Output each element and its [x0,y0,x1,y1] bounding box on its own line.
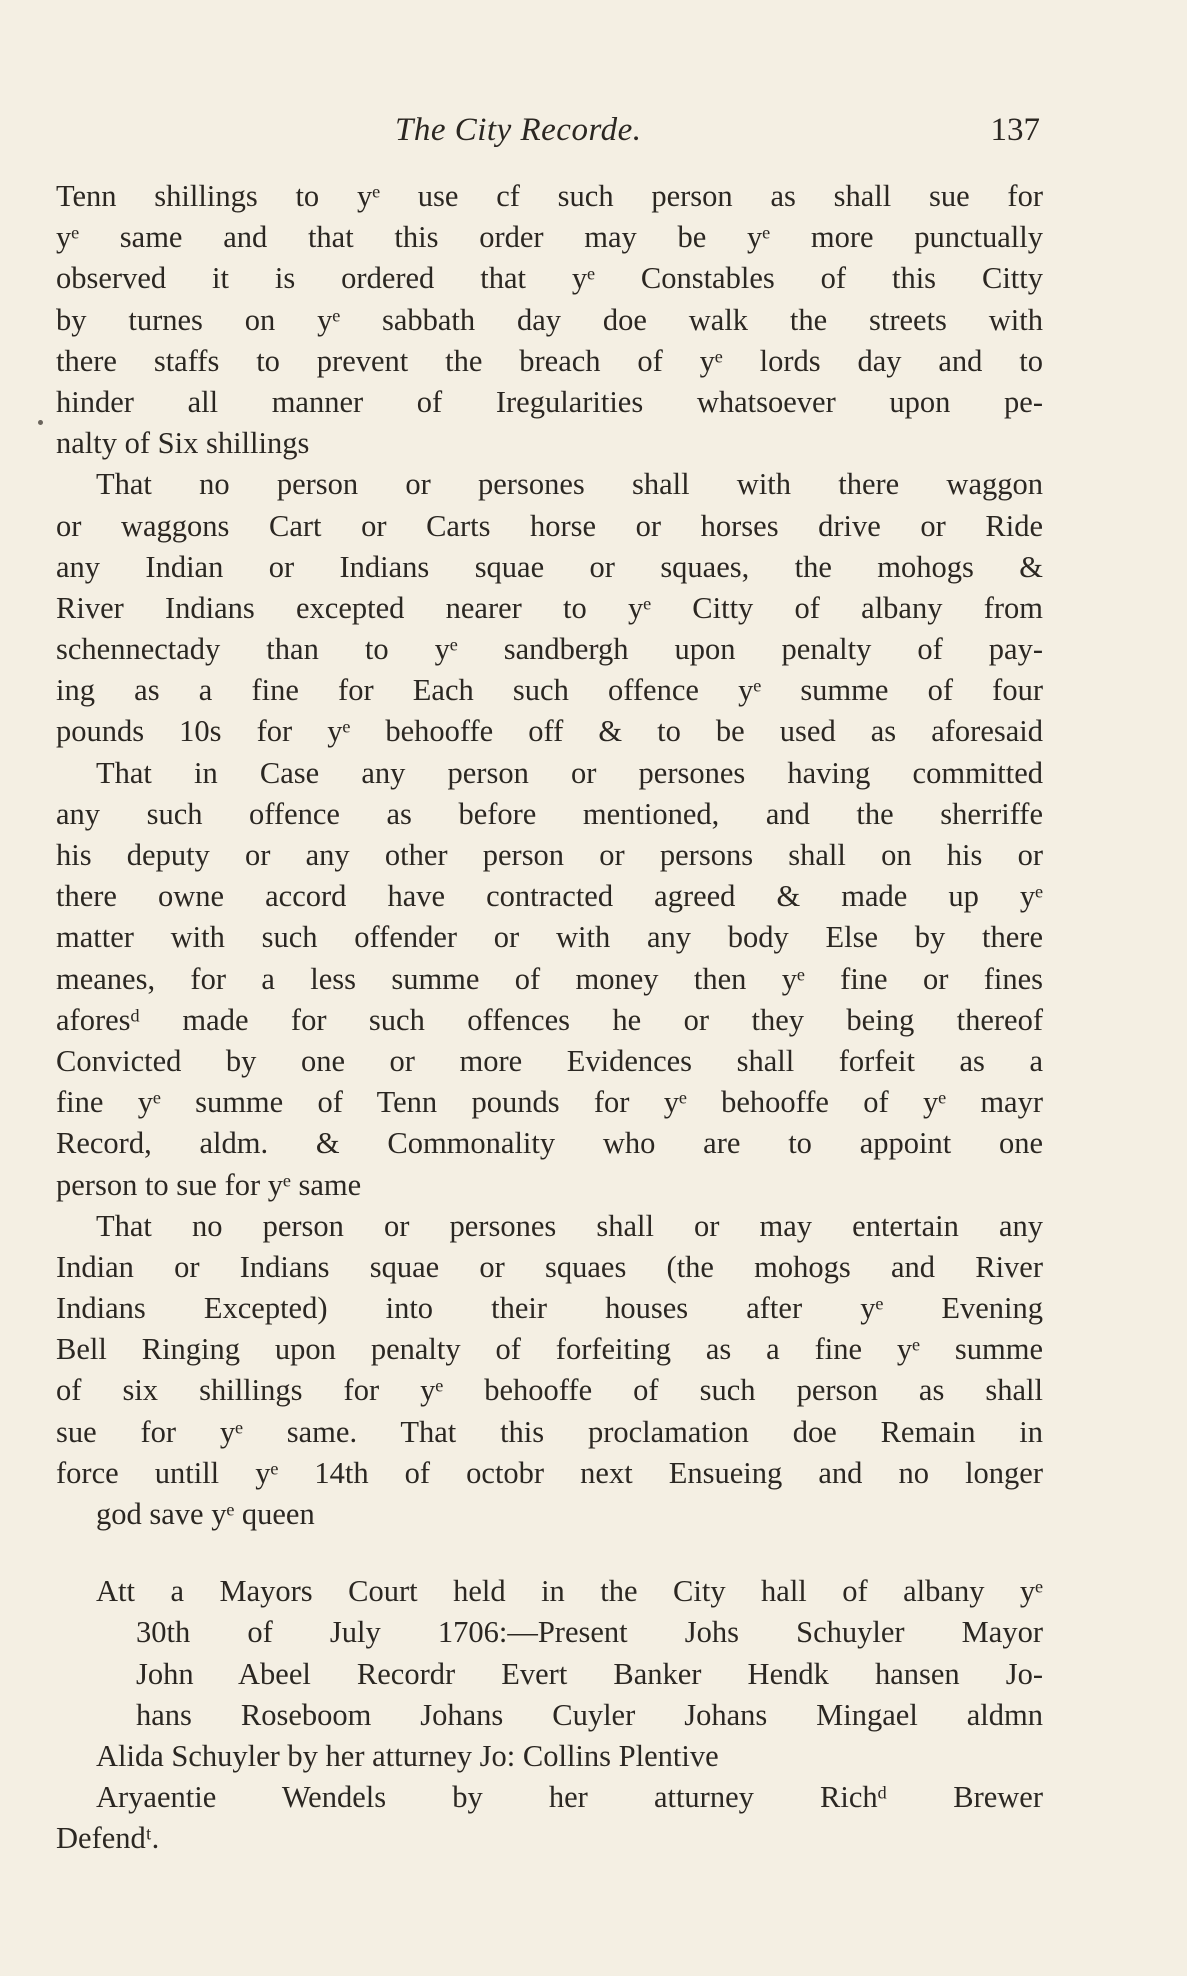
text-line: yᵉ same and that this order may be yᵉ more punctually [56,220,1043,255]
defendant-line: Aryaentie Wendels by her atturney Richᵈ Brewer [96,1780,1043,1815]
paragraph-start: That no person or persones shall with there waggon [96,467,1043,502]
text-line: Record, aldm. & Commonality who are to appoint one [56,1126,1043,1161]
text-line: his deputy or any other person or persons shall on his or [56,838,1043,872]
body-text [56,176,1043,1860]
running-title: The City Recorde. [395,112,642,148]
text-line: meanes, for a less summe of money then yᵉ fine or fines [56,961,1043,996]
paragraph-start: That no person or persones shall or may entertain any [96,1208,1043,1243]
text-line: schennectady than to yᵉ sandbergh upon penalty of pay- [56,632,1043,667]
text-line: Bell Ringing upon penalty of forfeiting as a fine yᵉ summe [56,1332,1043,1367]
text-line: any such offence as before mentioned, and the sherriffe [56,796,1043,831]
text-line: ing as a fine for Each such offence yᵉ summe of four [56,673,1043,708]
text-line: there staffs to prevent the breach of yᵉ lords day and to [56,343,1043,378]
court-entry [56,1571,1043,1859]
text-line: nalty of Six shillings [56,426,310,461]
text-line: there owne accord have contracted agreed & made up yᵉ [56,879,1043,914]
text-line: Indian or Indians squae or squaes (the mohogs and River [56,1249,1043,1284]
paragraph-start: That in Case any person or persones having committed [96,755,1043,790]
text-line: hinder all manner of Iregularities whatsoever upon pe- [56,384,1043,419]
plaintiff-line: Alida Schuyler by her atturney Jo: Collins Plentive [96,1738,719,1773]
text-line: John Abeel Recordr Evert Banker Hendk hansen Jo- [136,1656,1043,1691]
page-header [55,112,1040,162]
closing-line: god save yᵉ queen [96,1497,315,1531]
text-line: Tenn shillings to yᵉ use cf such person as shall sue for [56,179,1043,213]
text-line: observed it is ordered that yᵉ Constables of this Citty [56,261,1043,296]
text-line: 30th of July 1706:—Present Johs Schuyler Mayor [136,1615,1043,1650]
court-heading: Att a Mayors Court held in the City hall of albany yᵉ [96,1574,1043,1609]
text-line: force untill yᵉ 14th of octobr next Ensueing and no longer [56,1455,1043,1490]
text-line: any Indian or Indians squae or squaes, the mohogs & [56,549,1043,584]
text-line: fine yᵉ summe of Tenn pounds for yᵉ behooffe of yᵉ mayr [56,1085,1043,1120]
text-line: matter with such offender or with any body Else by there [56,920,1043,955]
text-line: of six shillings for yᵉ behooffe of such person as shall [56,1373,1043,1408]
text-line: hans Roseboom Johans Cuyler Johans Mingael aldmn [136,1697,1043,1732]
text-line: Convicted by one or more Evidences shall forfeit as a [56,1043,1043,1078]
text-line: pounds 10s for yᵉ behooffe off & to be used as aforesaid [56,714,1043,749]
text-line: or waggons Cart or Carts horse or horses drive or Ride [56,508,1043,543]
text-line: sue for yᵉ same. That this proclamation doe Remain in [56,1414,1043,1449]
page-number: 137 [990,112,1040,148]
text-line: by turnes on yᵉ sabbath day doe walk the streets with [56,302,1043,337]
defendant-label: Defendᵗ. [56,1821,160,1856]
text-line: aforesᵈ made for such offences he or they being thereof [56,1002,1043,1037]
text-line: Indians Excepted) into their houses after yᵉ Evening [56,1291,1043,1326]
margin-mark [38,420,43,425]
text-line: person to sue for yᵉ same [56,1167,362,1202]
text-line: River Indians excepted nearer to yᵉ Citty of albany from [56,590,1043,625]
